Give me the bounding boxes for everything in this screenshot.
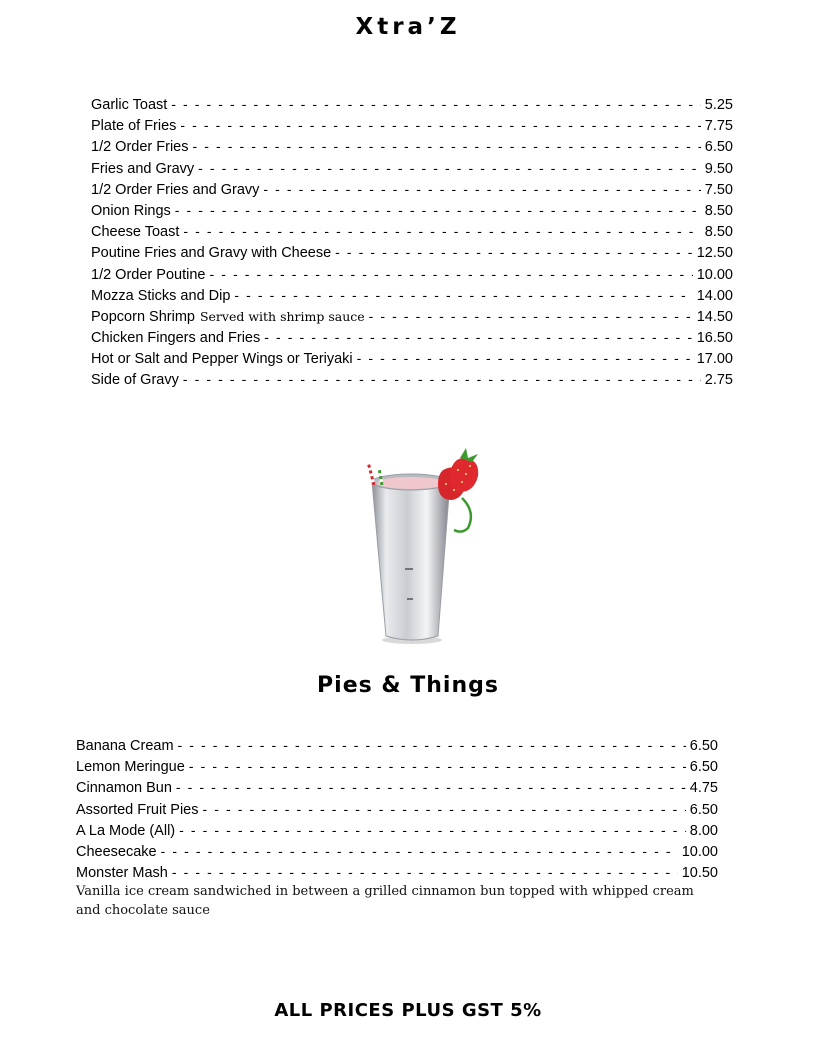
menu-item [91, 94, 733, 115]
dotted-leader [357, 348, 693, 369]
menu-item [91, 115, 733, 136]
monster-mash-description: Vanilla ice cream sandwiched in between a grilled cinnamon bun topped with whipped cream and chocolate sauce [76, 884, 694, 918]
steel-cup [372, 482, 450, 640]
dotted-leader [172, 862, 678, 883]
menu-item-price: 5.25 [704, 97, 733, 113]
menu-item-price: 6.50 [689, 738, 718, 754]
menu-item-price: 8.50 [704, 202, 733, 219]
menu-item [91, 306, 733, 327]
menu-item [76, 820, 718, 841]
menu-item-name: Cheese Toast [91, 224, 180, 241]
menu-item [91, 369, 733, 390]
drink-surface [377, 477, 445, 489]
menu-item-name: Chicken Fingers and Fries [91, 330, 261, 347]
xtraz-menu-list [91, 94, 733, 391]
menu-item-name: Hot or Salt and Pepper Wings or Teriyaki [91, 351, 353, 368]
menu-item-name: Side of Gravy [91, 372, 179, 389]
menu-item-name: Banana Cream [76, 738, 174, 754]
dotted-leader [189, 756, 686, 777]
menu-item [91, 264, 733, 285]
menu-item-price: 6.50 [689, 801, 718, 818]
menu-item-name: Cheesecake [76, 843, 157, 860]
dotted-leader [183, 369, 701, 390]
menu-item [91, 327, 733, 348]
dotted-leader [180, 115, 700, 136]
dotted-leader [161, 841, 678, 862]
dotted-leader [263, 179, 700, 200]
menu-item-price: 8.50 [704, 224, 733, 241]
dotted-leader [203, 799, 686, 820]
menu-item-price: 6.50 [689, 759, 718, 776]
menu-item-name: Popcorn Shrimp [91, 308, 195, 325]
menu-item [76, 735, 718, 756]
dotted-leader [171, 94, 700, 115]
menu-item-price: 10.00 [696, 266, 733, 283]
dotted-leader [264, 327, 692, 348]
menu-item-price: 6.50 [704, 139, 733, 156]
xtraz-title: Xtra’Z [355, 14, 461, 40]
menu-item-name: 1/2 Order Poutine [91, 266, 206, 283]
strawberry-front [450, 458, 478, 492]
menu-item-price: 7.75 [704, 118, 733, 135]
dotted-leader [335, 242, 693, 263]
menu-item-name: Fries and Gravy [91, 160, 195, 177]
menu-item [76, 841, 718, 862]
menu-item [91, 158, 733, 179]
dotted-leader [193, 136, 701, 157]
menu-item [91, 242, 733, 263]
menu-item [76, 777, 718, 798]
menu-item-price: 17.00 [696, 351, 733, 368]
menu-item [91, 221, 733, 242]
pies-menu-list [76, 735, 718, 883]
dotted-leader [179, 820, 686, 841]
menu-item-price: 10.00 [681, 843, 718, 860]
menu-item-price: 7.50 [704, 181, 733, 198]
menu-item-price: 14.00 [696, 287, 733, 304]
strawberry-stem [454, 498, 471, 532]
dotted-leader [198, 158, 701, 179]
menu-item-name: 1/2 Order Fries and Gravy [91, 181, 260, 198]
cup-mark [405, 568, 413, 570]
menu-item-name: Mozza Sticks and Dip [91, 287, 231, 304]
menu-item-name: Assorted Fruit Pies [76, 801, 199, 818]
menu-item-price: 2.75 [704, 372, 733, 389]
menu-item-name: A La Mode (All) [76, 822, 176, 839]
menu-item-name: Lemon Meringue [76, 759, 185, 776]
menu-item [76, 799, 718, 820]
menu-item [91, 136, 733, 157]
dotted-leader [175, 200, 701, 221]
menu-item-price: 12.50 [696, 245, 733, 262]
menu-item-name: Garlic Toast [91, 97, 168, 113]
menu-item-name: Plate of Fries [91, 118, 177, 135]
menu-item [91, 348, 733, 369]
dotted-leader [176, 777, 686, 798]
menu-item [76, 862, 718, 883]
menu-item-name: Monster Mash [76, 865, 168, 882]
menu-item-price: 4.75 [689, 780, 718, 797]
menu-item-name: 1/2 Order Fries [91, 139, 189, 156]
menu-item-name: Cinnamon Bun [76, 780, 172, 797]
menu-item-note: Served with shrimp sauce [199, 308, 365, 324]
gst-footer-note: ALL PRICES PLUS GST 5% [274, 1000, 542, 1021]
menu-item [91, 285, 733, 306]
menu-item [91, 200, 733, 221]
dotted-leader [369, 306, 693, 327]
cup-mark [407, 598, 413, 600]
menu-item [76, 756, 718, 777]
menu-item-price: 9.50 [704, 160, 733, 177]
dotted-leader [209, 264, 692, 285]
menu-item-price: 8.00 [689, 822, 718, 839]
dotted-leader [234, 285, 692, 306]
milkshake-cup-icon [350, 440, 500, 650]
pies-title: Pies & Things [317, 673, 499, 698]
menu-item-price: 14.50 [696, 308, 733, 325]
menu-item-name: Poutine Fries and Gravy with Cheese [91, 245, 332, 262]
menu-item-price: 10.50 [681, 865, 718, 882]
menu-item-price: 16.50 [696, 330, 733, 347]
dotted-leader [183, 221, 700, 242]
menu-item-name: Onion Rings [91, 202, 171, 219]
menu-item [91, 179, 733, 200]
dotted-leader [178, 735, 686, 756]
